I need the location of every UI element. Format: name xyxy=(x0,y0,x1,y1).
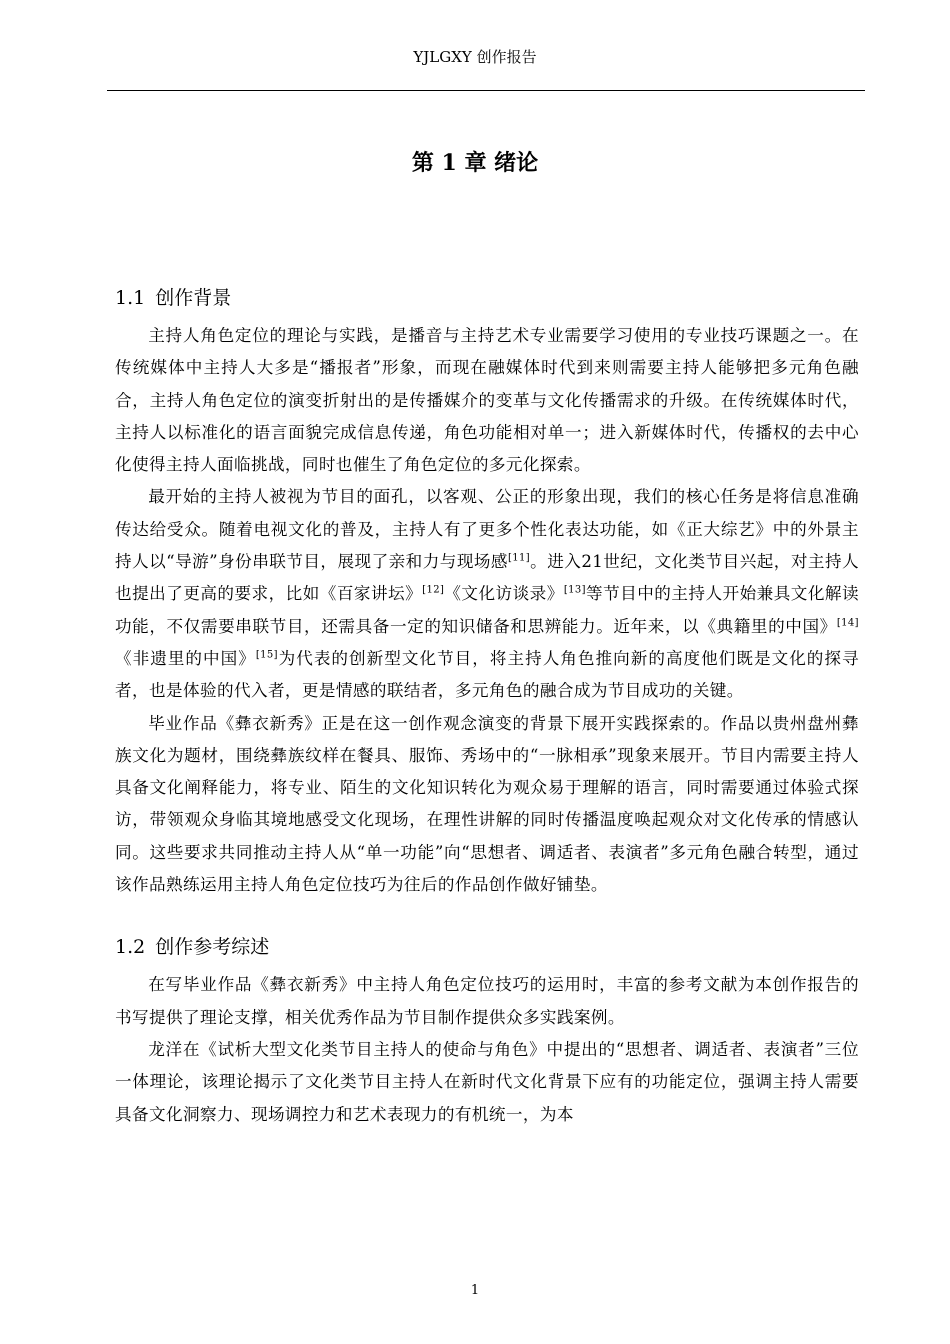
paragraph-text: 等节目中的主持人开始兼具文化解读功能，不仅需要串联节目，还需具备一定的知识储备和思辨能力。近年来，以《典籍里的中国》 xyxy=(115,584,859,636)
paragraph xyxy=(115,708,859,902)
paragraph-text: 最开始的主持人被视为节目的面孔，以客观、公正的形象出现，我们的核心任务是将信息准确传达给受众。随着电视文化的普及，主持人有了更多个性化表达功能，如《正大综艺》中的外景主持人以“导游”身份串联节目，展现了亲和力与现场感 xyxy=(115,487,859,572)
paragraph-text: 在写毕业作品《彝衣新秀》中主持人角色定位技巧的运用时，丰富的参考文献为本创作报告的书写提供了理论支撑，相关优秀作品为节目制作提供众多实践案例。 xyxy=(115,975,859,1027)
paragraph xyxy=(115,320,859,481)
chapter-title: 第 1 章 绪论 xyxy=(411,150,539,176)
paragraph-text: 毕业作品《彝衣新秀》正是在这一创作观念演变的背景下展开实践探索的。作品以贵州盘州彝族文化为题材，围绕彝族纹样在餐具、服饰、秀场中的“一脉相承”现象来展开。节目内需要主持人具备文化阐释能力，将专业、陌生的文化知识转化为观众易于理解的语言，同时需要通过体验式探访，带领观众身临其境地感受文化现场，在理性讲解的同时传播温度唤起观众对文化传承的情感认同。这些要求共同推动主持人从“单一功能”向“思想者、调适者、表演者”多元角色融合转型，通过该作品熟练运用主持人角色定位技巧为往后的作品创作做好铺垫。 xyxy=(115,713,859,895)
section-title: 创作背景 xyxy=(155,287,232,309)
section-number: 1.2 xyxy=(115,936,146,959)
paragraph xyxy=(115,969,859,1034)
citation-marker: [11] xyxy=(507,552,531,564)
paragraph-text: 《非遗里的中国》 xyxy=(115,648,256,668)
section-heading-1-1 xyxy=(115,280,859,316)
page-header xyxy=(0,47,950,67)
citation-marker: [12] xyxy=(422,584,445,596)
section-title: 创作参考综述 xyxy=(155,936,270,959)
document-body xyxy=(115,280,859,1131)
paragraph xyxy=(115,481,859,707)
header-divider xyxy=(107,90,865,91)
paragraph xyxy=(115,1034,859,1131)
paragraph-text: 《文化访谈录》 xyxy=(444,584,564,604)
paragraph-text: 主持人角色定位的理论与实践，是播音与主持艺术专业需要学习使用的专业技巧课题之一。在传统媒体中主持人大多是“播报者”形象，而现在融媒体时代到来则需要主持人能够把多元角色融合，主持人角色定位的演变折射出的是传播媒介的变革与文化传播需求的升级。在传统媒体时代，主持人以标准化的语言面貌完成信息传递，角色功能相对单一；进入新媒体时代，传播权的去中心化使得主持人面临挑战，同时也催生了角色定位的多元化探索。 xyxy=(115,326,859,475)
paragraph-text: 。进入21世纪，文化类节目兴起，对主持人也提出了更高的要求，比如《百家讲坛》 xyxy=(115,552,859,604)
paragraph-text: 为代表的创新型文化节目，将主持人角色推向新的高度他们既是文化的探寻者，也是体验的代入者，更是情感的联结者，多元角色的融合成为节目成功的关键。 xyxy=(115,648,860,701)
page-footer xyxy=(0,1283,950,1299)
page-number: 1 xyxy=(470,1283,480,1298)
citation-marker: [14] xyxy=(836,617,859,629)
paragraph-text: 龙洋在《试析大型文化类节目主持人的使命与角色》中提出的“思想者、调适者、表演者”三位一体理论，该理论揭示了文化类节目主持人在新时代文化背景下应有的功能定位，强调主持人需要具备文化洞察力、现场调控力和艺术表现力的有机统一，为本 xyxy=(115,1039,859,1124)
header-text: YJLGXY 创作报告 xyxy=(413,48,537,66)
citation-marker: [15] xyxy=(255,649,278,661)
section-heading-1-2 xyxy=(115,929,859,965)
section-number: 1.1 xyxy=(115,287,146,309)
citation-marker: [13] xyxy=(563,584,586,596)
